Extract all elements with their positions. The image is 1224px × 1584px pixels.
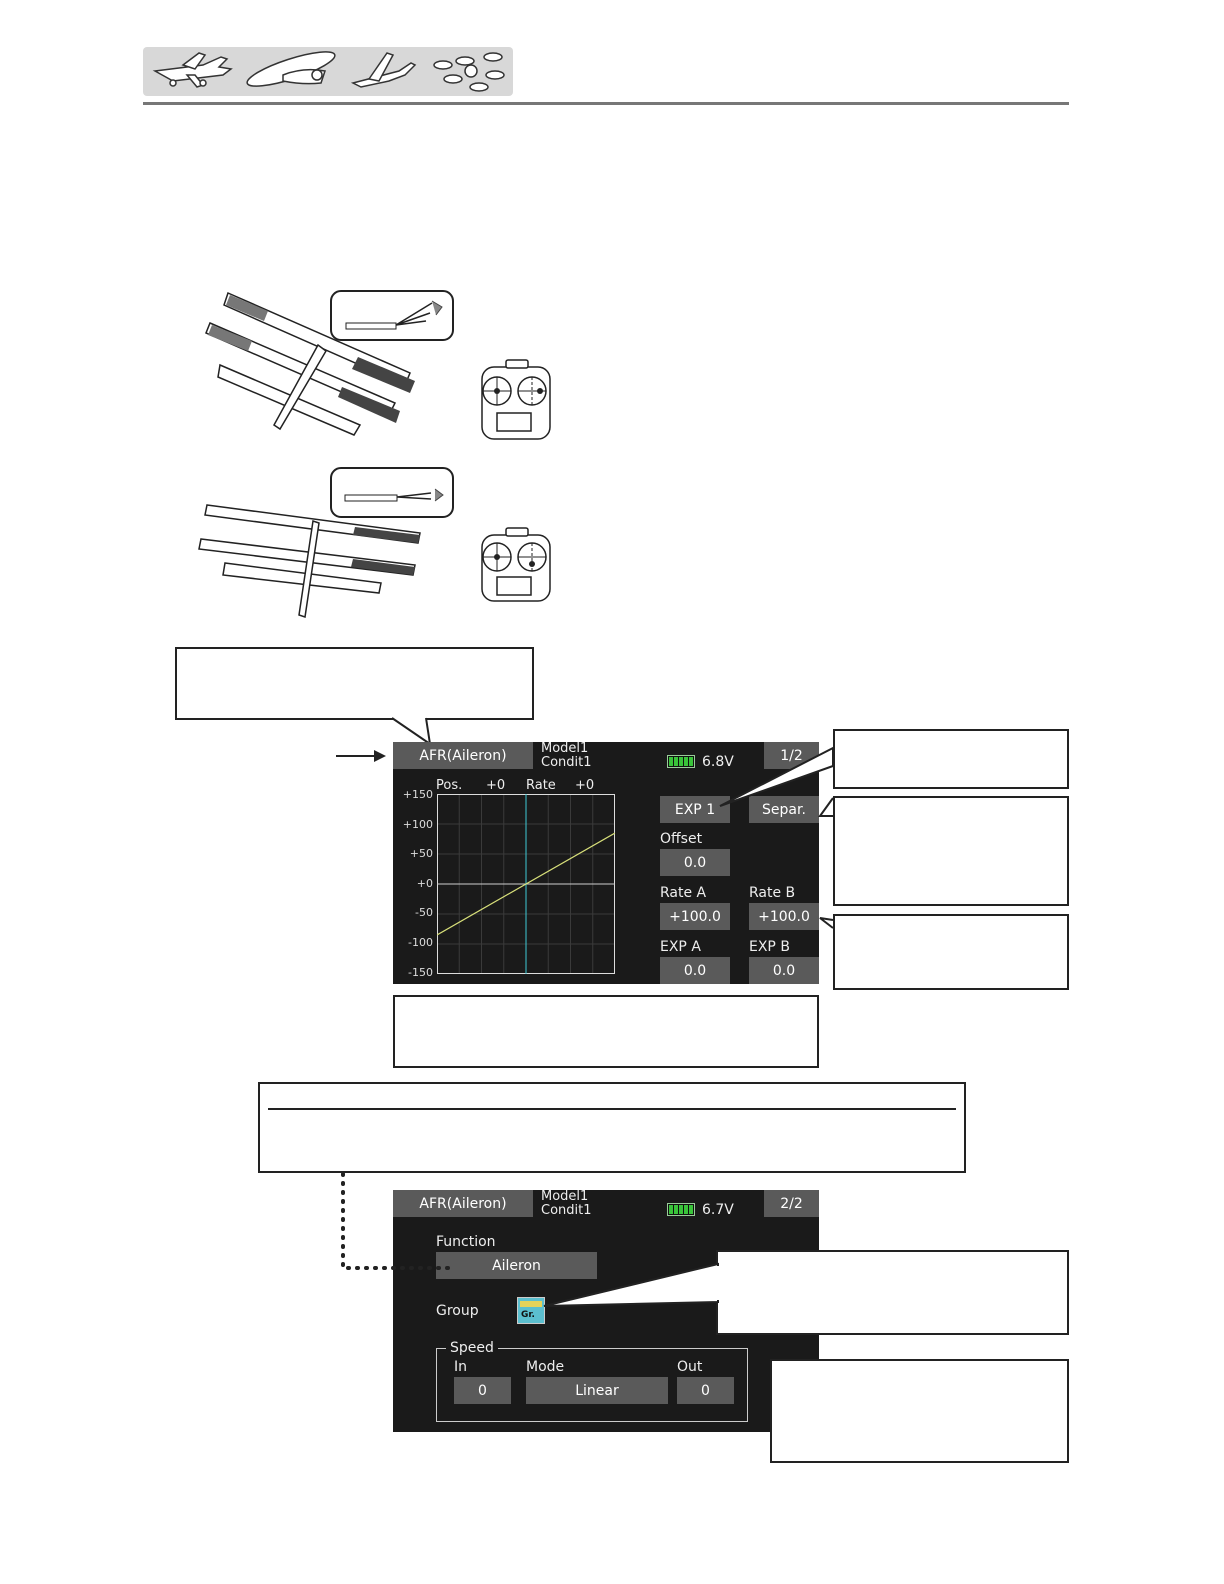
- y-tick-label: +50: [409, 847, 433, 860]
- condition-name: Condit1: [541, 1203, 592, 1218]
- group-icon-text: Gr.: [521, 1310, 535, 1320]
- battery-voltage: 6.8V: [702, 754, 734, 770]
- callout-box-rates: [833, 914, 1069, 990]
- helicopter-icon: [244, 47, 338, 93]
- condition-name: Condit1: [541, 755, 592, 770]
- function-title-button[interactable]: AFR(Aileron): [393, 1190, 533, 1217]
- glider-icon: [353, 53, 415, 87]
- y-tick-label: +0: [416, 877, 433, 890]
- callout-box-note: [258, 1082, 966, 1173]
- curve-graph[interactable]: [437, 794, 615, 974]
- rate-b-button[interactable]: +100.0: [749, 903, 819, 930]
- model-name: Model1: [541, 741, 589, 756]
- rate-value: +0: [575, 778, 595, 793]
- group-icon-stripe: [520, 1301, 542, 1307]
- y-tick-label: +150: [402, 788, 433, 801]
- position-value: +0: [486, 778, 506, 793]
- separate-button[interactable]: Separ.: [749, 796, 819, 823]
- offset-label: Offset: [660, 831, 703, 847]
- curve-type-button[interactable]: EXP 1: [660, 796, 730, 823]
- y-axis-ticks: [393, 788, 433, 979]
- speed-in-label: In: [454, 1359, 468, 1375]
- speed-label: Speed: [446, 1340, 498, 1356]
- biplane-illustration-low: [195, 465, 560, 625]
- y-tick-label: +100: [402, 818, 433, 831]
- callout-box-curve-type: [833, 729, 1069, 789]
- y-tick-label: -100: [408, 936, 433, 949]
- speed-out-label: Out: [677, 1359, 703, 1375]
- page-indicator-button[interactable]: 1/2: [764, 742, 819, 769]
- aircraft-type-icons: [143, 47, 513, 96]
- position-label: Pos.: [436, 778, 463, 793]
- function-select-button[interactable]: Aileron: [436, 1252, 597, 1279]
- function-title-button[interactable]: AFR(Aileron): [393, 742, 533, 769]
- aircraft-type-header: [143, 47, 513, 96]
- exp-a-label: EXP A: [660, 939, 701, 955]
- callout-pointer-group: [540, 1262, 720, 1322]
- exp-b-label: EXP B: [749, 939, 790, 955]
- rate-a-label: Rate A: [660, 885, 707, 901]
- speed-mode-button[interactable]: Linear: [526, 1377, 668, 1404]
- note-rule: [268, 1108, 956, 1110]
- battery-icon: [667, 755, 695, 768]
- speed-in-button[interactable]: 0: [454, 1377, 511, 1404]
- group-label: Group: [436, 1303, 479, 1319]
- page-indicator-button[interactable]: 2/2: [764, 1190, 819, 1217]
- callout-box-speed: [770, 1359, 1069, 1463]
- callout-box-title: [175, 647, 534, 720]
- rate-b-label: Rate B: [749, 885, 796, 901]
- battery-icon: [667, 1203, 695, 1216]
- callout-pointers-screen1: [700, 740, 840, 940]
- multicopter-icon: [434, 53, 504, 91]
- exp-b-button[interactable]: 0.0: [749, 957, 819, 984]
- arrow-right-icon: [336, 748, 388, 764]
- model-name: Model1: [541, 1189, 589, 1204]
- header-rule: [143, 102, 1069, 105]
- airplane-icon: [155, 53, 231, 87]
- y-tick-label: -50: [415, 906, 433, 919]
- battery-voltage: 6.7V: [702, 1202, 734, 1218]
- speed-mode-label: Mode: [526, 1359, 565, 1375]
- callout-box-graph: [393, 995, 819, 1068]
- y-tick-label: -150: [408, 966, 433, 979]
- exp-a-button[interactable]: 0.0: [660, 957, 730, 984]
- callout-box-group: [716, 1250, 1069, 1335]
- rate-a-button[interactable]: +100.0: [660, 903, 730, 930]
- callout-box-separate: [833, 796, 1069, 906]
- rate-label: Rate: [526, 778, 556, 793]
- speed-out-button[interactable]: 0: [677, 1377, 734, 1404]
- biplane-illustration-high: [200, 285, 560, 445]
- function-label: Function: [436, 1234, 496, 1250]
- offset-value-button[interactable]: 0.0: [660, 849, 730, 876]
- dotted-connector: [334, 1172, 464, 1276]
